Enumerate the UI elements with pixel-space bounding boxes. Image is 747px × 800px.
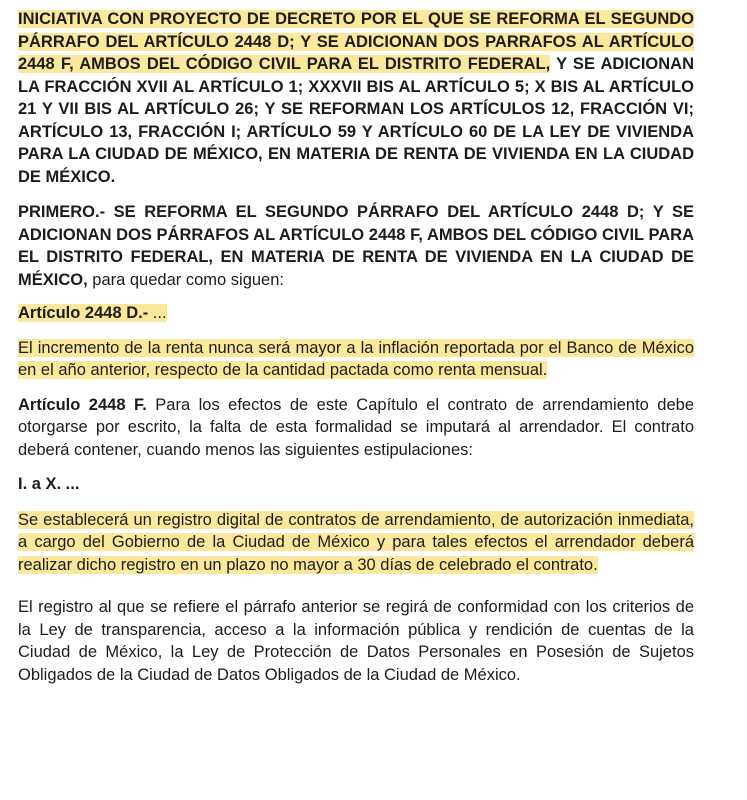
increment-paragraph: [18, 337, 694, 382]
article-2448d-ellipsis: ...: [148, 304, 167, 322]
title-rest-text: Y SE ADICIONAN LA FRACCIÓN XVII AL ARTÍCULO 1; XXXVII BIS AL ARTÍCULO 5; X BIS AL ARTÍCULO 21 Y VII BIS AL ARTÍCULO 26; Y SE REFORMAN LOS ARTÍCULOS 12, FRACCIÓN VI; ARTÍCULO 13, FRACCIÓN I; ARTÍCULO 59 Y ARTÍCULO 60 DE LA LEY DE VIVIENDA PARA LA CIUDAD DE MÉXICO, EN MATERIA DE RENTA DE VIVIENDA EN LA CIUDAD DE MÉXICO.: [18, 55, 694, 186]
registry-paragraph: [18, 509, 694, 577]
increment-text: El incremento de la renta nunca será mayor a la inflación reportada por el Banco de México en el año anterior, respecto de la cantidad pactada como renta mensual.: [18, 338, 694, 379]
decree-title: [18, 8, 694, 188]
document-page: [18, 8, 694, 686]
article-2448d-highlight: [18, 304, 167, 322]
primero-rest-text: para quedar como siguen:: [87, 270, 284, 289]
article-2448f-text: Para los efectos de este Capítulo el contrato de arrendamiento debe otorgarse por escrito, la falta de esta formalidad se imputará al arrendador. El contrato deberá contener, cuando menos las siguientes estipulaciones:: [18, 395, 694, 459]
article-2448f-label: Artículo 2448 F.: [18, 395, 147, 414]
article-2448d-label: Artículo 2448 D.-: [18, 304, 149, 322]
article-2448f-paragraph: [18, 394, 694, 462]
registry-rules-paragraph: El registro al que se refiere el párrafo anterior se regirá de conformidad con los criterios de la Ley de transparencia, acceso a la información pública y rendición de cuentas de la Ciudad de México, la Ley de Protección de Datos Personales en Posesión de Sujetos Obligados de la Ciudad de Datos Obligados de la Ciudad de México.: [18, 598, 694, 684]
primero-paragraph: [18, 201, 694, 291]
registry-text: Se establecerá un registro digital de contratos de arrendamiento, de autorización inmediata, a cargo del Gobierno de la Ciudad de México y para tales efectos el arrendador deberá realizar dicho registro en un plazo no mayor a 30 días de celebrado el contrato.: [18, 510, 694, 574]
article-2448d-heading: [18, 302, 694, 325]
title-highlighted-text: INICIATIVA CON PROYECTO DE DECRETO POR EL QUE SE REFORMA EL SEGUNDO PÁRRAFO DEL ARTÍCULO 2448 D; Y SE ADICIONAN DOS PARRAFOS AL ARTÍCULO 2448 F, AMBOS DEL CÓDIGO CIVIL PARA EL DISTRITO FEDERAL,: [18, 10, 694, 73]
fractions-line: I. a X. ...: [18, 475, 80, 493]
primero-bold-text: PRIMERO.- SE REFORMA EL SEGUNDO PÁRRAFO DEL ARTÍCULO 2448 D; Y SE ADICIONAN DOS PÁRRAFOS AL ARTÍCULO 2448 F, AMBOS DEL CÓDIGO CIVIL PARA EL DISTRITO FEDERAL, EN MATERIA DE RENTA DE VIVIENDA EN LA CIUDAD DE MÉXICO,: [18, 203, 694, 289]
